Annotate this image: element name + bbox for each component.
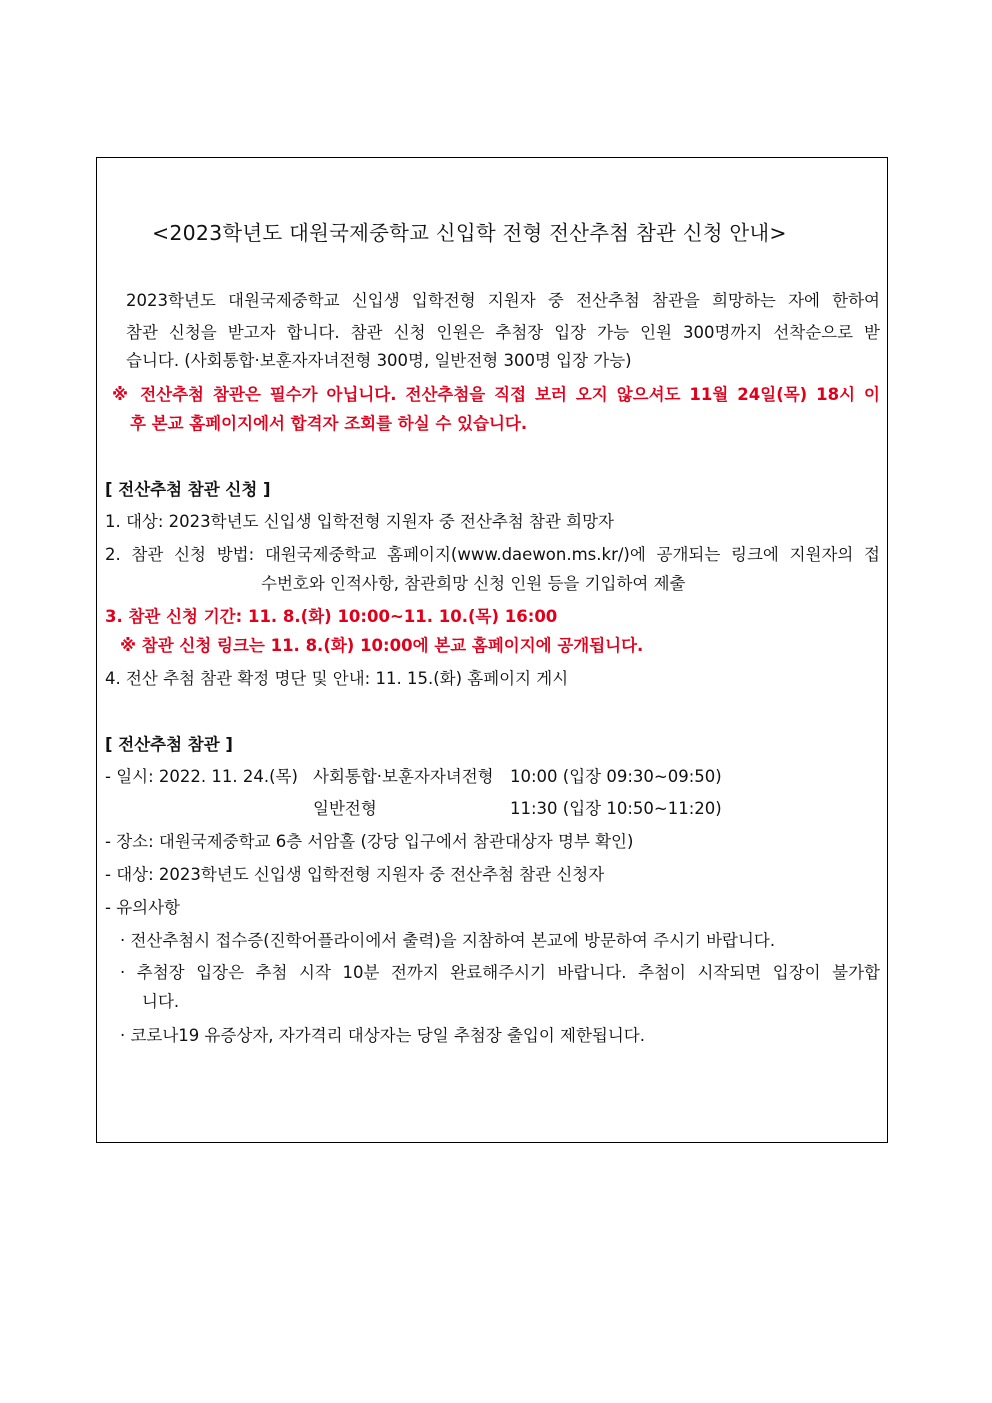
application-heading: [ 전산추첨 참관 신청 ]: [105, 480, 271, 499]
viewing-heading: [ 전산추첨 참관 ]: [105, 735, 233, 754]
application-item-1: 1. 대상: 2023학년도 신입생 입학전형 지원자 중 전산추첨 참관 희망자: [105, 512, 614, 531]
caution-2-line-1: · 추첨장 입장은 추첨 시작 10분 전까지 완료해주시기 바랍니다. 추첨이 시작되면 입장이 불가합: [120, 963, 880, 982]
page-title: <2023학년도 대원국제중학교 신입학 전형 전산추첨 참관 신청 안내>: [152, 221, 787, 245]
viewing-date-label: - 일시: 2022. 11. 24.(목): [105, 767, 298, 786]
viewing-track-2-time: 11:30 (입장 10:50~11:20): [510, 799, 722, 818]
caution-2-line-2: 니다.: [142, 992, 180, 1011]
application-item-3: 3. 참관 신청 기간: 11. 8.(화) 10:00~11. 10.(목) 16:00: [105, 607, 558, 626]
intro-line-2: 참관 신청을 받고자 합니다. 참관 신청 인원은 추첨장 입장 가능 인원 300명까지 선착순으로 받: [126, 323, 880, 342]
notice-line-1: ※ 전산추첨 참관은 필수가 아닙니다. 전산추첨을 직접 보러 오지 않으셔도 11월 24일(목) 18시 이: [112, 385, 880, 404]
viewing-track-1-name: 사회통합·보훈자자녀전형: [313, 767, 494, 786]
viewing-track-1-time: 10:00 (입장 09:30~09:50): [510, 767, 722, 786]
caution-1: · 전산추첨시 접수증(진학어플라이에서 출력)을 지참하여 본교에 방문하여 주시기 바랍니다.: [120, 931, 776, 950]
application-item-3-note: ※ 참관 신청 링크는 11. 8.(화) 10:00에 본교 홈페이지에 공개됩니다.: [120, 636, 644, 655]
viewing-place: - 장소: 대원국제중학교 6층 서암홀 (강당 입구에서 참관대상자 명부 확인): [105, 832, 634, 851]
notice-line-2: 후 본교 홈페이지에서 합격자 조회를 하실 수 있습니다.: [130, 414, 528, 433]
viewing-target: - 대상: 2023학년도 신입생 입학전형 지원자 중 전산추첨 참관 신청자: [105, 865, 605, 884]
viewing-track-2-name: 일반전형: [313, 799, 377, 818]
caution-3: · 코로나19 유증상자, 자가격리 대상자는 당일 추첨장 출입이 제한됩니다.: [120, 1026, 645, 1045]
intro-line-3: 습니다. (사회통합·보훈자자녀전형 300명, 일반전형 300명 입장 가능): [126, 351, 632, 370]
viewing-cautions-label: - 유의사항: [105, 898, 180, 917]
application-item-4: 4. 전산 추첨 참관 확정 명단 및 안내: 11. 15.(화) 홈페이지 게시: [105, 669, 569, 688]
intro-line-1: 2023학년도 대원국제중학교 신입생 입학전형 지원자 중 전산추첨 참관을 희망하는 자에 한하여: [126, 291, 880, 310]
application-item-2-line-2: 수번호와 인적사항, 참관희망 신청 인원 등을 기입하여 제출: [261, 574, 686, 593]
application-item-2-line-1: 2. 참관 신청 방법: 대원국제중학교 홈페이지(www.daewon.ms.kr/)에 공개되는 링크에 지원자의 접: [105, 545, 880, 564]
